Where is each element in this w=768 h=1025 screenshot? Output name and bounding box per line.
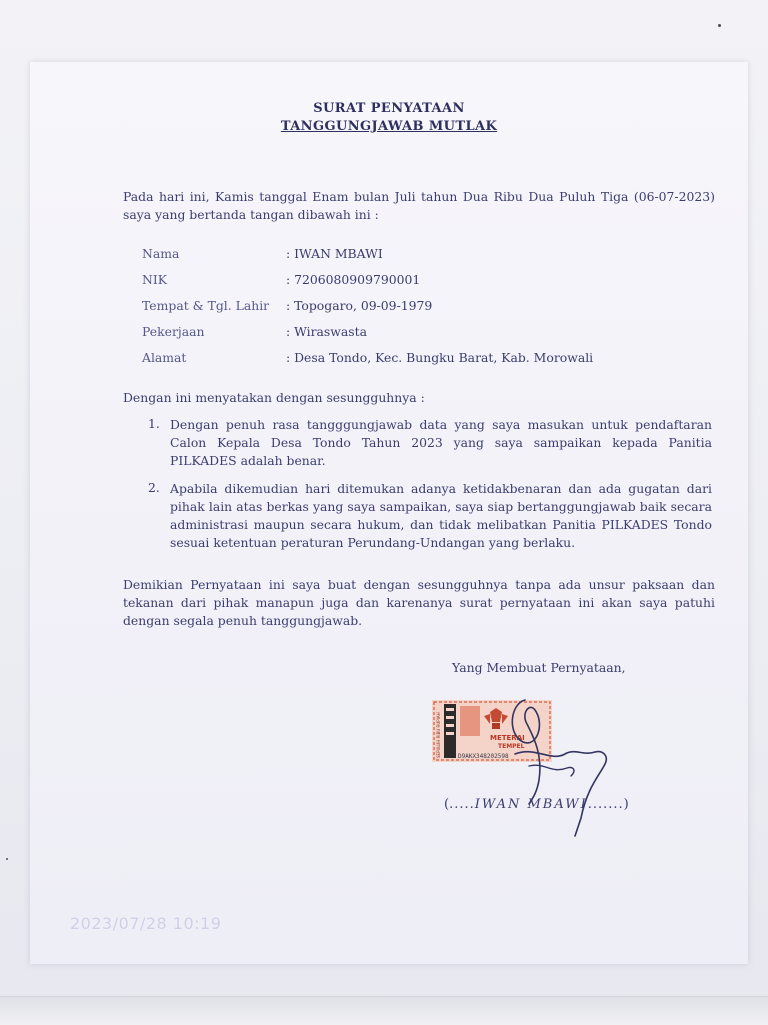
dust-speck bbox=[6, 858, 8, 860]
field-label-ttl: Tempat & Tgl. Lahir bbox=[142, 298, 270, 313]
point-number: 1. bbox=[148, 416, 160, 431]
statement-intro: Dengan ini menyatakan dengan sesungguhnya : bbox=[123, 390, 425, 405]
field-label-nik: NIK bbox=[142, 272, 167, 287]
document-subtitle: TANGGUNGJAWAB MUTLAK bbox=[280, 119, 498, 134]
field-value-ttl: : Topogaro, 09-09-1979 bbox=[286, 298, 433, 313]
intro-paragraph: Pada hari ini, Kamis tanggal Enam bulan Juli tahun Dua Ribu Dua Puluh Tiga (06-07-2023) saya yang bertanda tangan dibawah ini : bbox=[123, 189, 715, 222]
field-label-alamat: Alamat bbox=[142, 350, 187, 365]
document-title: SURAT PENYATAAN bbox=[313, 101, 465, 116]
signer-open-paren: ( bbox=[444, 797, 450, 812]
conclusion-paragraph: Demikian Pernyataan ini saya buat dengan sesungguhnya tanpa ada unsur paksaan dan tekanan dari pihak manapun juga dan karenanya surat pernyataan ini akan saya patuhi dengan segala penuh tanggungjawab. bbox=[123, 577, 715, 628]
field-value-pekerjaan: : Wiraswasta bbox=[286, 324, 367, 339]
field-value-alamat: : Desa Tondo, Kec. Bungku Barat, Kab. Morowali bbox=[286, 350, 594, 365]
field-label-pekerjaan: Pekerjaan bbox=[142, 324, 205, 339]
field-label-nama: Nama bbox=[142, 246, 180, 261]
signature-closing: Yang Membuat Pernyataan, bbox=[452, 660, 626, 675]
scanner-bottom-edge bbox=[0, 996, 768, 1025]
point-text: Apabila dikemudian hari ditemukan adanya ketidakbenaran dan ada gugatan dari pihak lain atas berkas yang saya sampaikan, saya siap bertanggungjawab baik secara administrasi maupun secara hukum, dan tidak melibatkan Panitia PILKADES Tondo sesuai ketentuan peraturan Perundang-Undangan yang berlaku. bbox=[170, 481, 712, 550]
dust-speck bbox=[718, 24, 721, 27]
signer-name-line: (.....IWAN MBAWI.......) bbox=[444, 797, 629, 812]
stamp-label-top: METERAI bbox=[490, 734, 525, 742]
handwritten-signature bbox=[455, 684, 655, 844]
signer-name: IWAN MBAWI bbox=[474, 797, 588, 812]
point-text: Dengan penuh rasa tangggungjawab data yang saya masukan untuk pendaftaran Calon Kepala Desa Tondo Tahun 2023 yang saya sampaikan kepada Panitia PILKADES adalah benar. bbox=[170, 417, 712, 468]
field-value-nik: : 7206080909790001 bbox=[286, 272, 421, 287]
field-value-nama: : IWAN MBAWI bbox=[286, 246, 383, 261]
scan-timestamp-watermark: 2023/07/28 10:19 bbox=[70, 914, 222, 933]
stamp-side-text: SEPULUH RIBU RUPIAH bbox=[436, 712, 441, 758]
signer-close-paren: ) bbox=[623, 797, 629, 812]
stamp-serial: D9AKX348202598 bbox=[458, 753, 509, 760]
point-number: 2. bbox=[148, 480, 160, 495]
stamp-label-bottom: TEMPEL bbox=[498, 743, 525, 750]
